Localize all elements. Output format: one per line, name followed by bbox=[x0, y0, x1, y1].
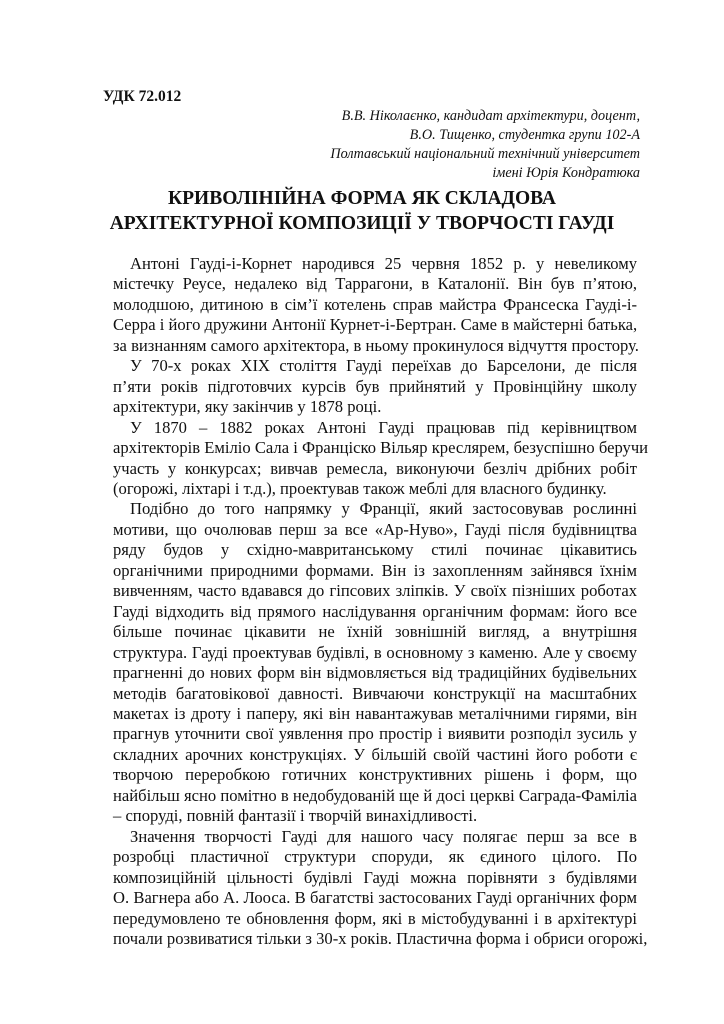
text-line: структура. Гауді проектував будівлі, в основному з каменю. Але у своєму bbox=[113, 642, 637, 662]
text-line: передумовлено те обновлення форм, які в містобудуванні і в архітектурі bbox=[113, 908, 637, 928]
text-line: – споруді, повній фантазії і творчій винахідливості. bbox=[113, 806, 478, 826]
text-line: за визнанням самого архітектора, в ньому прокинулося відчуття простору. bbox=[113, 335, 639, 355]
text-line: Антоні Гауді-і-Корнет народився 25 червня 1852 р. у невеликому bbox=[130, 254, 637, 273]
text-line: прагнув уточнити свої уявлення про простір і виявити розподіл зусиль у bbox=[113, 724, 637, 744]
text-line: вивченням, часто вдавався до гіпсових зліпків. У своїх пізніших роботах bbox=[113, 581, 637, 601]
text-line: архітекторів Еміліо Сала і Франціско Вільяр креслярем, безуспішно беручи bbox=[113, 438, 649, 458]
text-line: У 70-х роках XIX століття Гауді переїхав до Барселони, де після bbox=[130, 356, 637, 376]
article-title bbox=[0, 186, 724, 236]
text-line: Подібно до того напрямку у Франції, який застосовував рослинні bbox=[130, 499, 637, 519]
text-line: Значення творчості Гауді для нашого часу полягає перш за все в bbox=[130, 826, 637, 846]
text-line: Гауді відходить від прямого наслідування органічним формам: його все bbox=[113, 601, 637, 621]
title-line: АРХІТЕКТУРНОЇ КОМПОЗИЦІЇ У ТВОРЧОСТІ ГАУДІ bbox=[109, 213, 615, 234]
text-line: п’яти років підготовчих курсів був прийнятий у Провінційну школу bbox=[113, 376, 637, 396]
paragraph bbox=[113, 356, 637, 417]
text-line: найбільш ясно помітно в недобудованій ще й досі церкві Саграда-Фаміліа bbox=[113, 785, 637, 805]
text-line: органічними природними формами. Він із захопленням зайнявся їхнім bbox=[113, 560, 637, 580]
text-line: почали розвиватися тільки з 30-х років. Пластична форма і обриси огорожі, bbox=[113, 928, 648, 948]
text-line: участь у конкурсах; вивчав ремесла, виконуючи безліч дрібних робіт bbox=[113, 458, 637, 478]
text-line: прагненні до нових форм він відмовляється від традиційних будівельних bbox=[113, 663, 637, 683]
author-line: В.О. Тищенко, студентка групи 102-А bbox=[409, 127, 640, 143]
text-line: більше починає цікавити не їхній зовнішній вигляд, а внутрішня bbox=[113, 622, 637, 642]
text-line: методів багатовікової давності. Вивчаючи конструкції на масштабних bbox=[113, 683, 637, 703]
text-line: розробці пластичної структури споруди, як єдиного цілого. По bbox=[113, 847, 637, 867]
author-block bbox=[330, 107, 640, 183]
text-line: архітектури, яку закінчив у 1878 році. bbox=[113, 397, 382, 417]
udk-code: УДК 72.012 bbox=[103, 88, 182, 105]
text-line: О. Вагнера або А. Лооса. В багатстві застосованих Гауді органічних форм bbox=[113, 888, 637, 908]
text-line: макетах із дроту і паперу, які він навантажував металічними гирями, він bbox=[113, 703, 637, 723]
text-line: творчою переробкою готичних конструктивних рішень і форм, що bbox=[113, 765, 637, 785]
title-line: КРИВОЛІНІЙНА ФОРМА ЯК СКЛАДОВА bbox=[167, 188, 557, 209]
affiliation-line: Полтавський національний технічний університет bbox=[330, 146, 640, 162]
author-line: В.В. Ніколаєнко, кандидат архітектури, доцент, bbox=[341, 108, 640, 124]
text-line: складних арочних конструкціях. У більшій своїй частині його роботи є bbox=[113, 744, 637, 764]
text-line: молодшою, дитиною в сім’ї котелень справ майстра Франсеска Гауді-і- bbox=[113, 294, 637, 314]
text-line: мотиви, що очолював перш за все «Ар-Нуво», Гауді після будівництва bbox=[113, 519, 637, 539]
text-line: містечку Реусе, недалеко від Таррагони, в Каталонії. Він був п’ятою, bbox=[113, 274, 637, 294]
paragraph bbox=[113, 826, 648, 950]
text-line: ряду будов у східно-мавританському стилі починає цікавитись bbox=[113, 540, 637, 560]
paragraph bbox=[113, 499, 637, 826]
article-body bbox=[113, 254, 649, 949]
paragraph bbox=[113, 254, 637, 356]
text-line: (огорожі, ліхтарі і т.д.), проектував також меблі для власного будинку. bbox=[113, 478, 607, 498]
affiliation-line: імені Юрія Кондратюка bbox=[492, 165, 640, 181]
text-line: Серра і його дружини Антонії Курнет-і-Бертран. Саме в майстерні батька, bbox=[113, 315, 638, 335]
paragraph bbox=[113, 417, 649, 500]
text-line: композиційній цільності будівлі Гауді можна порівняти з будівлями bbox=[113, 867, 637, 887]
text-line: У 1870 – 1882 роках Антоні Гауді працював під керівництвом bbox=[130, 417, 637, 437]
